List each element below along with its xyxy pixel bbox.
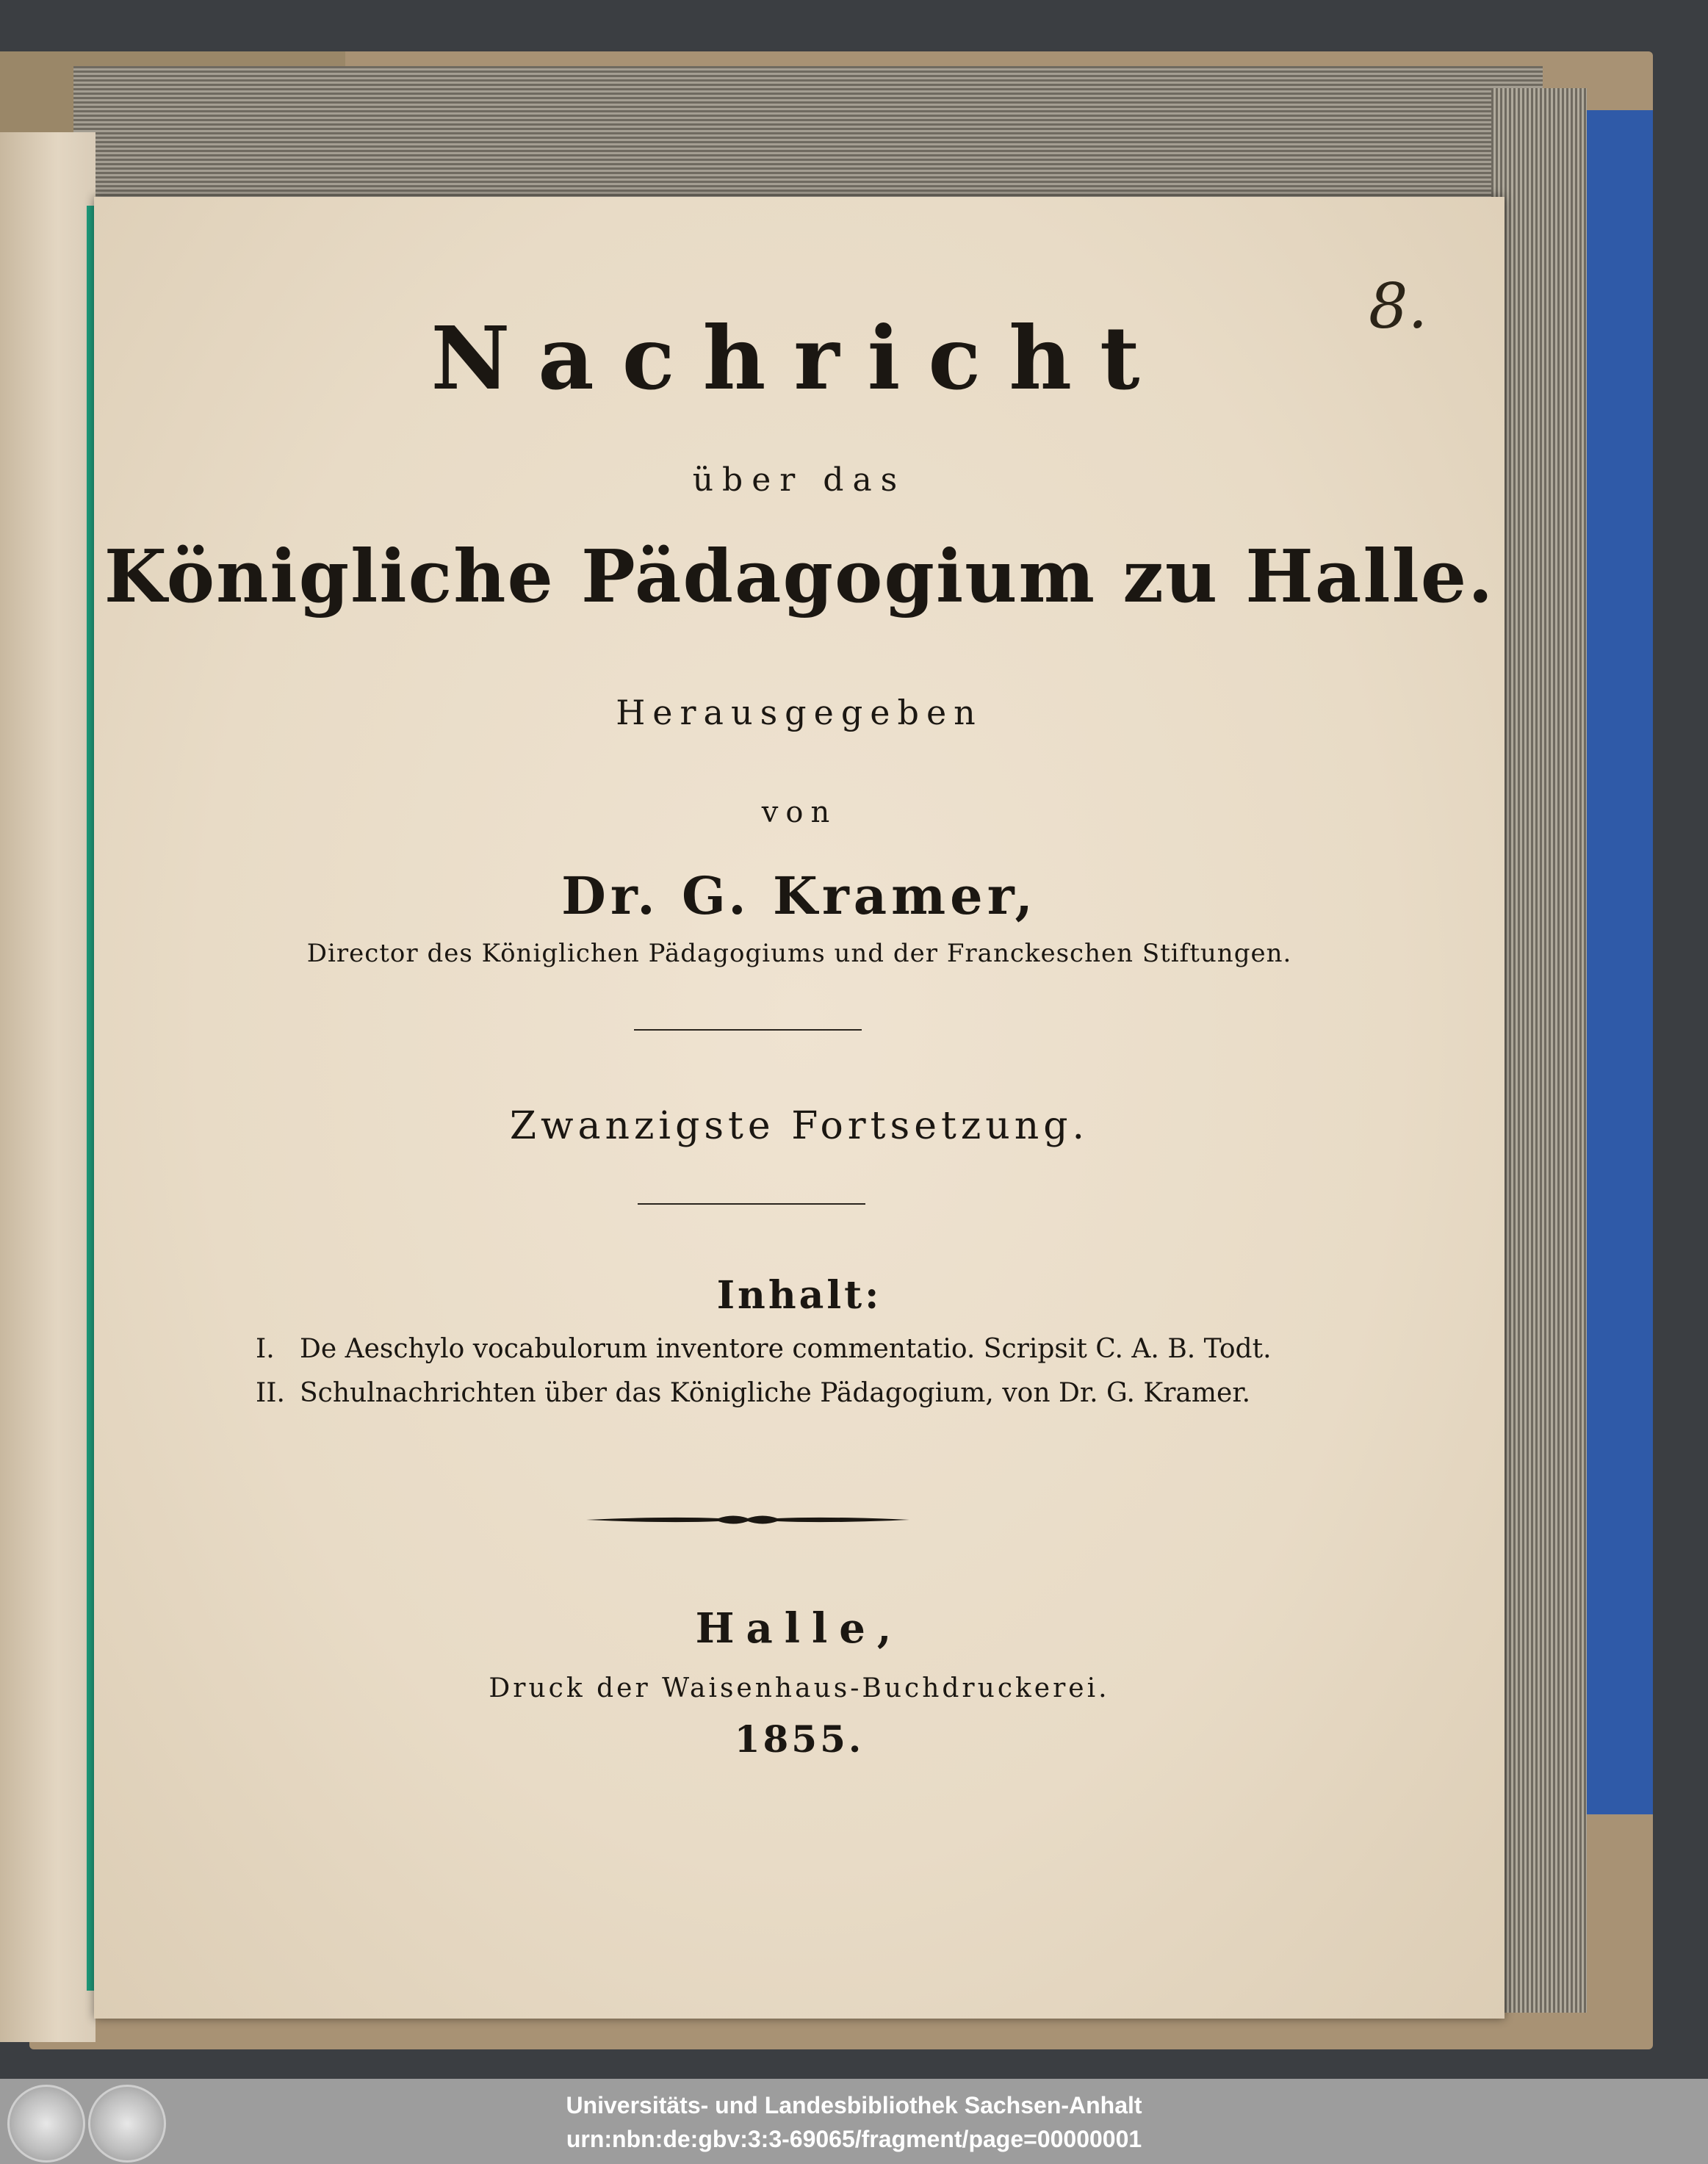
divider-rule: [638, 1203, 865, 1205]
divider-rule: [634, 1029, 862, 1031]
library-name: Universitäts- und Landesbibliothek Sachsen-Anhalt: [566, 2092, 1142, 2118]
urn-identifier: urn:nbn:de:gbv:3:3-69065/fragment/page=00000001: [566, 2126, 1142, 2152]
printer-name: Druck der Waisenhaus-Buchdruckerei.: [489, 1673, 1110, 1703]
contents-heading: Inhalt:: [716, 1273, 882, 1318]
subtitle-small: über das: [692, 461, 907, 499]
handwritten-page-number: 8.: [1369, 270, 1428, 342]
contents-item: [256, 1378, 1250, 1408]
institution-title: Königliche Pädagogium zu Halle.: [104, 535, 1495, 619]
contents-item-text: Schulnachrichten über das Königliche Pädagogium, von Dr. G. Kramer.: [300, 1378, 1251, 1408]
ornament-divider: [586, 1509, 909, 1531]
publication-city: Halle,: [695, 1604, 904, 1653]
left-facing-page: [0, 132, 96, 2042]
library-footer-bar: [0, 2079, 1708, 2164]
by-label: von: [761, 796, 837, 829]
publication-year: 1855.: [734, 1717, 865, 1761]
contents-item: [256, 1334, 1272, 1364]
edited-label: Herausgegeben: [616, 693, 983, 732]
main-title: Nachricht: [430, 307, 1168, 409]
author-role: Director des Königlichen Pädagogiums und der Franckeschen Stiftungen.: [306, 939, 1292, 968]
contents-item-text: De Aeschylo vocabulorum inventore commentatio. Scripsit C. A. B. Todt.: [300, 1334, 1272, 1364]
page-edges-right: [1491, 88, 1587, 2013]
continuation-label: Zwanzigste Fortsetzung.: [509, 1104, 1089, 1148]
author-name: Dr. G. Kramer,: [561, 865, 1037, 926]
title-page: [94, 197, 1505, 2019]
contents-item-number: II.: [256, 1378, 285, 1408]
contents-item-number: I.: [256, 1334, 275, 1364]
